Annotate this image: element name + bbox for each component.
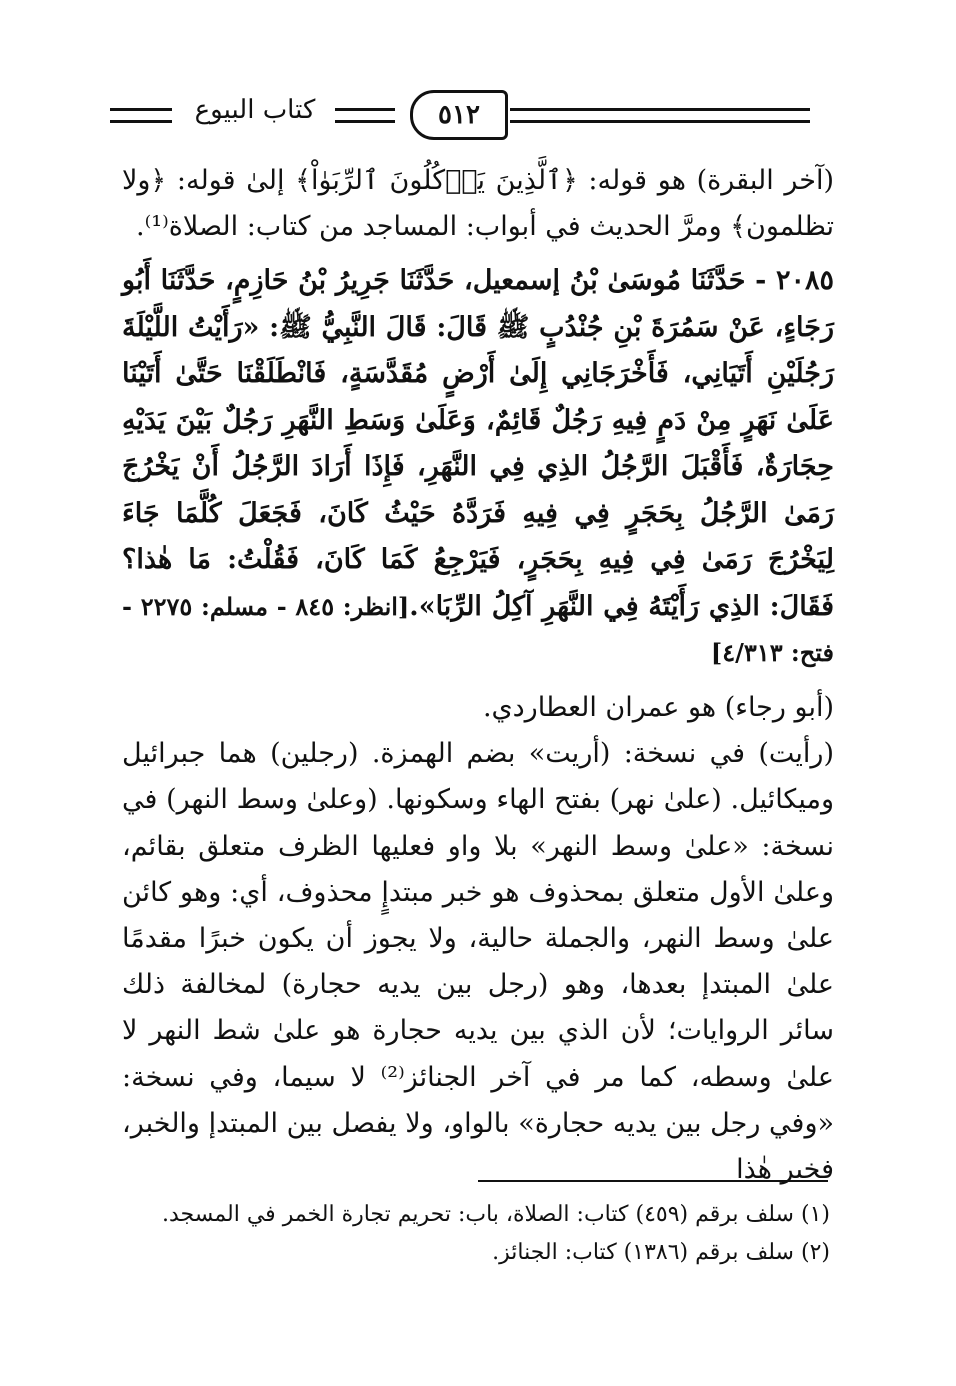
main-text xyxy=(122,158,834,1193)
footnotes xyxy=(110,1196,830,1272)
running-header xyxy=(110,86,830,142)
footnote-2: (٢) سلف برقم (١٣٨٦) كتاب: الجنائز. xyxy=(492,1240,830,1265)
footnote-divider xyxy=(478,1180,828,1182)
page-number: ٥١٢ xyxy=(410,90,508,140)
hadith-reference: [انظر: ٨٤٥ - مسلم: ٢٢٧٥ - فتح: ٤/٣١٣] xyxy=(122,591,834,668)
paragraph-intro: (آخر البقرة) هو قوله: ﴿ٱلَّذِينَ يَأۡكُلُونَ ٱلرِّبَوٰاْ﴾ إلىٰ قوله: ﴿ولا تظلمون﴾ ومرَّ الحديث في أبواب: المساجد من كتاب: الصلاة⁽¹⁾. xyxy=(122,165,834,243)
book-title: كتاب البيوع xyxy=(194,95,316,125)
paragraph-commentary: (رأيت) في نسخة: (أريت» بضم الهمزة. (رجلين) هما جبرائيل وميكائيل. (علىٰ نهر) بفتح الهاء وسكونها. (وعلىٰ وسط النهر) في نسخة: «علىٰ وسط النهر» بلا واو فعليها الظرف متعلق بقائم، وعلىٰ الأول متعلق بمحذوف هو خبر مبتدإٍ محذوف، أي: وهو كائن علىٰ وسط النهر، والجملة حالية، ولا يجوز أن يكون خبرًا مقدمًا علىٰ المبتدإ بعدها، وهو (رجل بين يديه حجارة) لمخالفة ذلك سائر الروايات؛ لأن الذي بين يديه حجارة هو علىٰ شط النهر لا علىٰ وسطه، كما مر في آخر الجنائز⁽²⁾ لا سيما، وفي نسخة: «وفي رجل بين يديه حجارة» بالواو، ولا يفصل بين المبتدإ والخبر، فخبر هٰذا xyxy=(122,738,834,1185)
footnote-1: (١) سلف برقم (٤٥٩) كتاب: الصلاة، باب: تحريم تجارة الخمر في المسجد. xyxy=(161,1202,830,1227)
header-rule-left xyxy=(110,108,172,123)
paragraph-narrator: (أبو رجاء) هو عمران العطاردي. xyxy=(482,691,834,723)
header-rule-middle xyxy=(335,108,395,123)
hadith-text xyxy=(122,258,834,677)
hadith-body: ٢٠٨٥ - حَدَّثَنَا مُوسَىٰ بْنُ إسمعيل، حَدَّثَنَا جَرِيرُ بْنُ حَازِمٍ، حَدَّثَنَا أَبُو رَجَاءٍ، عَنْ سَمُرَةَ بْنِ جُنْدُبٍ ﷺ قَالَ: قَالَ النَّبِيُّ ﷺ: «رَأَيْتُ اللَّيْلَةَ رَجُلَيْنِ أَتَيَانِي، فَأَخْرَجَانِي إِلَىٰ أَرْضٍ مُقَدَّسَةٍ، فَانْطَلَقْنَا حَتَّىٰ أَتَيْنَا عَلَىٰ نَهَرٍ مِنْ دَمٍ فِيهِ رَجُلٌ قَائِمٌ، وَعَلَىٰ وَسَطِ النَّهَرِ رَجُلٌ بَيْنَ يَدَيْهِ حِجَارَةٌ، فَأَقْبَلَ الرَّجُلُ الذِي فِي النَّهَرِ، فَإِذَا أَرَادَ الرَّجُلُ أَنْ يَخْرُجَ رَمَىٰ الرَّجُلُ بِحَجَرٍ فِي فِيهِ فَرَدَّهُ حَيْثُ كَانَ، فَجَعَلَ كُلَّمَا جَاءَ لِيَخْرُجَ رَمَىٰ فِي فِيهِ بِحَجَرٍ، فَيَرْجِعُ كَمَا كَانَ، فَقُلْتُ: مَا هٰذا؟ فَقَالَ: الذِي رَأَيْتَهُ فِي النَّهَرِ آكِلُ الرِّبَا». xyxy=(122,265,835,622)
header-rule-right xyxy=(510,108,810,123)
